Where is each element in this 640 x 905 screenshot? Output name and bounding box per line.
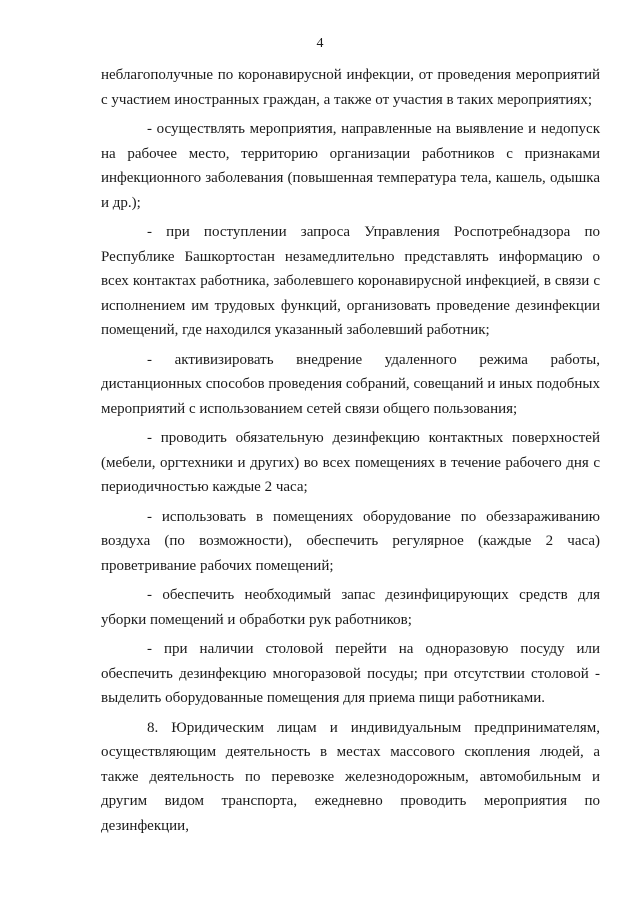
document-body: [101, 63, 600, 838]
page-number: 4: [316, 36, 324, 51]
paragraph-disinfectant-supply: - обеспечить необходимый запас дезинфицирующих средств для уборки помещений и обработки рук работников;: [101, 587, 600, 628]
paragraph-remote-work: - активизировать внедрение удаленного режима работы, дистанционных способов проведения собраний, совещаний и иных подобных мероприятий с использованием сетей связи общего пользования;: [101, 351, 600, 417]
paragraph-screening: - осуществлять мероприятия, направленные на выявление и недопуск на рабочее место, территорию организации работников с признаками инфекционного заболевания (повышенная температура тела, кашель, одышка и др.);: [101, 121, 600, 211]
paragraph-continuation: неблагополучные по коронавирусной инфекции, от проведения мероприятий с участием иностранных граждан, а также от участия в таких мероприятиях;: [101, 67, 600, 108]
paragraph-surface-disinfection: - проводить обязательную дезинфекцию контактных поверхностей (мебели, оргтехники и других) во всех помещениях в течение рабочего дня с периодичностью каждые 2 часа;: [101, 430, 600, 495]
paragraph-item-8: 8. Юридическим лицам и индивидуальным предпринимателям, осуществляющим деятельность в местах массового скопления людей, а также деятельность по перевозке железнодорожным, автомобильным и другим видом транспорта, ежедневно проводить мероприятия по дезинфекции,: [101, 719, 600, 834]
paragraph-air-disinfection: - использовать в помещениях оборудование по обеззараживанию воздуха (по возможности), обеспечить регулярное (каждые 2 часа) проветривание рабочих помещений;: [101, 508, 600, 574]
paragraph-contacts-disinfection: - при поступлении запроса Управления Роспотребнадзора по Республике Башкортостан незамедлительно представлять информацию о всех контактах работника, заболевшего коронавирусной инфекцией, в связи с исполнением им трудовых функций, организовать проведение дезинфекции помещений, где находился указанный заболевший работник;: [101, 224, 600, 338]
paragraph-canteen: - при наличии столовой перейти на одноразовую посуду или обеспечить дезинфекцию многоразовой посуды; при отсутствии столовой - выделить оборудованные помещения для приема пищи работниками.: [101, 641, 600, 706]
